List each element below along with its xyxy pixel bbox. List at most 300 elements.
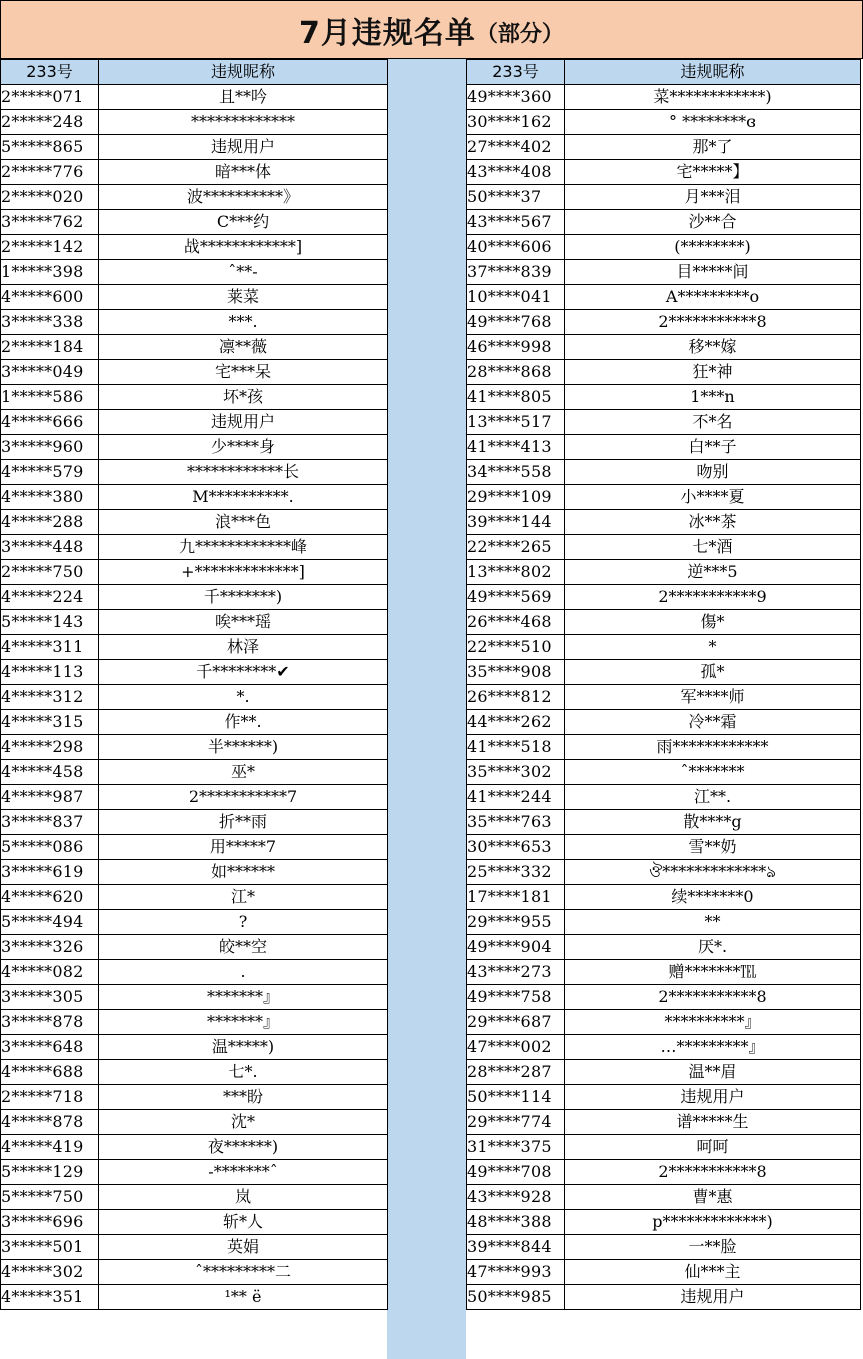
user-id-cell: 34****558	[467, 460, 565, 485]
nickname-cell: 2***********8	[565, 985, 861, 1010]
user-id-cell: 27****402	[467, 135, 565, 160]
user-id-cell: 40****606	[467, 235, 565, 260]
nickname-cell: A*********o	[565, 285, 861, 310]
nickname-cell: 用*****7	[99, 835, 388, 860]
header-id: 233号	[1, 60, 99, 85]
user-id-cell: 35****908	[467, 660, 565, 685]
user-id-cell: 5*****750	[1, 1185, 99, 1210]
table-row	[1, 535, 388, 560]
user-id-cell: 4*****298	[1, 735, 99, 760]
table-row	[1, 685, 388, 710]
table-row	[1, 1160, 388, 1185]
nickname-cell: 2***********9	[565, 585, 861, 610]
header-row	[467, 60, 861, 85]
user-id-cell: 28****287	[467, 1060, 565, 1085]
left-table	[0, 59, 388, 1310]
user-id-cell: 22****265	[467, 535, 565, 560]
table-row	[1, 835, 388, 860]
table-row	[1, 910, 388, 935]
page-title	[0, 0, 863, 59]
table-row	[467, 1260, 861, 1285]
user-id-cell: 5*****494	[1, 910, 99, 935]
table-row	[467, 235, 861, 260]
user-id-cell: 5*****143	[1, 610, 99, 635]
header-row	[1, 60, 388, 85]
nickname-cell: 坏*孩	[99, 385, 388, 410]
user-id-cell: 4*****380	[1, 485, 99, 510]
table-row	[1, 660, 388, 685]
user-id-cell: 4*****288	[1, 510, 99, 535]
table-row	[1, 860, 388, 885]
table-row	[467, 510, 861, 535]
table-row	[467, 710, 861, 735]
table-row	[467, 385, 861, 410]
table-row	[467, 435, 861, 460]
nickname-cell: 不*名	[565, 410, 861, 435]
nickname-cell: ***盼	[99, 1085, 388, 1110]
nickname-cell: 沙**合	[565, 210, 861, 235]
title-main: 7月违规名单	[299, 15, 476, 51]
nickname-cell: 波**********》	[99, 185, 388, 210]
user-id-cell: 50****114	[467, 1085, 565, 1110]
nickname-cell: ˆ*******	[565, 760, 861, 785]
user-id-cell: 2*****718	[1, 1085, 99, 1110]
column-divider	[387, 59, 466, 1359]
user-id-cell: 5*****865	[1, 135, 99, 160]
user-id-cell: 26****468	[467, 610, 565, 635]
table-row	[467, 360, 861, 385]
user-id-cell: 2*****071	[1, 85, 99, 110]
user-id-cell: 47****002	[467, 1035, 565, 1060]
nickname-cell: 作**.	[99, 710, 388, 735]
table-row	[1, 760, 388, 785]
nickname-cell: 月***泪	[565, 185, 861, 210]
table-row	[1, 1060, 388, 1085]
user-id-cell: 43****408	[467, 160, 565, 185]
nickname-cell: 唉***瑶	[99, 610, 388, 635]
user-id-cell: 49****904	[467, 935, 565, 960]
table-row	[1, 185, 388, 210]
user-id-cell: 2*****750	[1, 560, 99, 585]
nickname-cell: *******』	[99, 985, 388, 1010]
table-row	[1, 785, 388, 810]
nickname-cell: 千********✔	[99, 660, 388, 685]
nickname-cell: 英娟	[99, 1235, 388, 1260]
nickname-cell: 仙***主	[565, 1260, 861, 1285]
user-id-cell: 2*****248	[1, 110, 99, 135]
nickname-cell: 温*****)	[99, 1035, 388, 1060]
table-row	[467, 335, 861, 360]
nickname-cell: 违规用户	[99, 410, 388, 435]
user-id-cell: 3*****501	[1, 1235, 99, 1260]
table-row	[1, 610, 388, 635]
nickname-cell: 逆***5	[565, 560, 861, 585]
nickname-cell: **	[565, 910, 861, 935]
nickname-cell: ***.	[99, 310, 388, 335]
user-id-cell: 26****812	[467, 685, 565, 710]
user-id-cell: 30****162	[467, 110, 565, 135]
user-id-cell: 46****998	[467, 335, 565, 360]
table-row	[467, 635, 861, 660]
nickname-cell: 皎**空	[99, 935, 388, 960]
table-row	[467, 185, 861, 210]
nickname-cell: p*************)	[565, 1210, 861, 1235]
user-id-cell: 31****375	[467, 1135, 565, 1160]
table-row	[1, 1110, 388, 1135]
nickname-cell: ?	[99, 910, 388, 935]
user-id-cell: 4*****987	[1, 785, 99, 810]
title-sub: （部分）	[475, 22, 564, 47]
user-id-cell: 4*****315	[1, 710, 99, 735]
nickname-cell: ¹** ë	[99, 1285, 388, 1310]
table-row	[467, 910, 861, 935]
nickname-cell: 谱*****生	[565, 1110, 861, 1135]
nickname-cell: 战************]	[99, 235, 388, 260]
user-id-cell: 49****569	[467, 585, 565, 610]
nickname-cell: 一**脸	[565, 1235, 861, 1260]
table-row	[1, 560, 388, 585]
table-row	[1, 485, 388, 510]
user-id-cell: 43****273	[467, 960, 565, 985]
nickname-cell: 呵呵	[565, 1135, 861, 1160]
user-id-cell: 3*****326	[1, 935, 99, 960]
user-id-cell: 3*****960	[1, 435, 99, 460]
nickname-cell: ° ********ɞ	[565, 110, 861, 135]
table-row	[1, 1235, 388, 1260]
table-row	[467, 1110, 861, 1135]
right-table	[466, 59, 861, 1310]
nickname-cell: 违规用户	[99, 135, 388, 160]
table-row	[1, 710, 388, 735]
user-id-cell: 3*****049	[1, 360, 99, 385]
table-row	[1, 510, 388, 535]
nickname-cell: 夜******)	[99, 1135, 388, 1160]
table-row	[1, 435, 388, 460]
nickname-cell: *************	[99, 110, 388, 135]
user-id-cell: 3*****338	[1, 310, 99, 335]
nickname-cell: 且**吟	[99, 85, 388, 110]
table-row	[467, 610, 861, 635]
table-row	[467, 1285, 861, 1310]
nickname-cell: 沈*	[99, 1110, 388, 1135]
user-id-cell: 1*****398	[1, 260, 99, 285]
nickname-cell: 折**雨	[99, 810, 388, 835]
table-row	[467, 1210, 861, 1235]
user-id-cell: 41****413	[467, 435, 565, 460]
nickname-cell: …*********』	[565, 1035, 861, 1060]
user-id-cell: 48****388	[467, 1210, 565, 1235]
table-row	[467, 835, 861, 860]
table-row	[467, 660, 861, 685]
nickname-cell: 那*了	[565, 135, 861, 160]
nickname-cell: 七*.	[99, 1060, 388, 1085]
table-row	[1, 1035, 388, 1060]
user-id-cell: 29****109	[467, 485, 565, 510]
user-id-cell: 4*****351	[1, 1285, 99, 1310]
table-row	[1, 960, 388, 985]
nickname-cell: *	[565, 635, 861, 660]
table-row	[467, 285, 861, 310]
user-id-cell: 30****653	[467, 835, 565, 860]
nickname-cell: 岚	[99, 1185, 388, 1210]
nickname-cell: 巫*	[99, 760, 388, 785]
nickname-cell: **********』	[565, 1010, 861, 1035]
table-row	[467, 135, 861, 160]
table-row	[467, 85, 861, 110]
nickname-cell: ˆ*********二	[99, 1260, 388, 1285]
table-row	[467, 1060, 861, 1085]
table-row	[467, 310, 861, 335]
nickname-cell: ঔ*************ঌ	[565, 860, 861, 885]
table-row	[467, 1235, 861, 1260]
user-id-cell: 4*****419	[1, 1135, 99, 1160]
table-row	[467, 885, 861, 910]
user-id-cell: 4*****666	[1, 410, 99, 435]
nickname-cell: 续*******0	[565, 885, 861, 910]
user-id-cell: 3*****619	[1, 860, 99, 885]
nickname-cell: 冷**霜	[565, 710, 861, 735]
nickname-cell: 斩*人	[99, 1210, 388, 1235]
user-id-cell: 29****687	[467, 1010, 565, 1035]
table-row	[467, 810, 861, 835]
table-row	[1, 1210, 388, 1235]
table-row	[467, 560, 861, 585]
header-nickname: 违规昵称	[99, 60, 388, 85]
table-row	[1, 360, 388, 385]
user-id-cell: 4*****082	[1, 960, 99, 985]
table-row	[1, 1185, 388, 1210]
user-id-cell: 41****805	[467, 385, 565, 410]
table-row	[1, 885, 388, 910]
nickname-cell: 少****身	[99, 435, 388, 460]
table-row	[1, 110, 388, 135]
user-id-cell: 4*****302	[1, 1260, 99, 1285]
table-row	[467, 1010, 861, 1035]
table-row	[1, 635, 388, 660]
nickname-cell: 移**嫁	[565, 335, 861, 360]
user-id-cell: 4*****311	[1, 635, 99, 660]
nickname-cell: 七*酒	[565, 535, 861, 560]
table-row	[467, 535, 861, 560]
user-id-cell: 4*****620	[1, 885, 99, 910]
table-row	[1, 585, 388, 610]
table-row	[467, 785, 861, 810]
nickname-cell: 赠*******℡	[565, 960, 861, 985]
user-id-cell: 3*****696	[1, 1210, 99, 1235]
table-row	[467, 585, 861, 610]
nickname-cell: 违规用户	[565, 1285, 861, 1310]
nickname-cell: 厌*.	[565, 935, 861, 960]
user-id-cell: 28****868	[467, 360, 565, 385]
table-row	[467, 1085, 861, 1110]
nickname-cell: *.	[99, 685, 388, 710]
table-row	[1, 1285, 388, 1310]
nickname-cell: 宅***呆	[99, 360, 388, 385]
table-row	[1, 1260, 388, 1285]
nickname-cell: 温**眉	[565, 1060, 861, 1085]
table-row	[1, 810, 388, 835]
nickname-cell: ************长	[99, 460, 388, 485]
nickname-cell: (********)	[565, 235, 861, 260]
user-id-cell: 4*****458	[1, 760, 99, 785]
user-id-cell: 4*****878	[1, 1110, 99, 1135]
user-id-cell: 2*****020	[1, 185, 99, 210]
nickname-cell: 浪***色	[99, 510, 388, 535]
table-row	[1, 260, 388, 285]
user-id-cell: 3*****648	[1, 1035, 99, 1060]
table-row	[467, 1135, 861, 1160]
user-id-cell: 50****985	[467, 1285, 565, 1310]
table-row	[467, 735, 861, 760]
nickname-cell: 江**.	[565, 785, 861, 810]
user-id-cell: 17****181	[467, 885, 565, 910]
table-row	[1, 1010, 388, 1035]
user-id-cell: 25****332	[467, 860, 565, 885]
header-nickname: 违规昵称	[565, 60, 861, 85]
user-id-cell: 13****802	[467, 560, 565, 585]
nickname-cell: 2***********7	[99, 785, 388, 810]
table-row	[467, 410, 861, 435]
nickname-cell: 散****g	[565, 810, 861, 835]
user-id-cell: 4*****312	[1, 685, 99, 710]
nickname-cell: 江*	[99, 885, 388, 910]
user-id-cell: 29****774	[467, 1110, 565, 1135]
user-id-cell: 41****244	[467, 785, 565, 810]
nickname-cell: M**********.	[99, 485, 388, 510]
table-row	[1, 335, 388, 360]
user-id-cell: 3*****762	[1, 210, 99, 235]
table-row	[467, 760, 861, 785]
nickname-cell: 吻别	[565, 460, 861, 485]
nickname-cell: .	[99, 960, 388, 985]
table-row	[1, 1135, 388, 1160]
user-id-cell: 49****768	[467, 310, 565, 335]
user-id-cell: 29****955	[467, 910, 565, 935]
table-row	[1, 935, 388, 960]
user-id-cell: 3*****837	[1, 810, 99, 835]
user-id-cell: 2*****142	[1, 235, 99, 260]
user-id-cell: 3*****448	[1, 535, 99, 560]
table-row	[467, 1035, 861, 1060]
user-id-cell: 4*****688	[1, 1060, 99, 1085]
nickname-cell: 千*******)	[99, 585, 388, 610]
table-row	[467, 485, 861, 510]
nickname-cell: ˆ**-	[99, 260, 388, 285]
table-row	[467, 1185, 861, 1210]
table-row	[1, 235, 388, 260]
table-row	[1, 210, 388, 235]
nickname-cell: 菜************)	[565, 85, 861, 110]
user-id-cell: 49****360	[467, 85, 565, 110]
table-row	[1, 1085, 388, 1110]
nickname-cell: 傷*	[565, 610, 861, 635]
user-id-cell: 49****708	[467, 1160, 565, 1185]
table-row	[1, 135, 388, 160]
table-row	[467, 960, 861, 985]
nickname-cell: 暗***体	[99, 160, 388, 185]
user-id-cell: 4*****579	[1, 460, 99, 485]
nickname-cell: 小****夏	[565, 485, 861, 510]
user-id-cell: 2*****184	[1, 335, 99, 360]
table-row	[1, 310, 388, 335]
table-row	[467, 260, 861, 285]
user-id-cell: 44****262	[467, 710, 565, 735]
user-id-cell: 43****567	[467, 210, 565, 235]
table-row	[1, 985, 388, 1010]
user-id-cell: 5*****129	[1, 1160, 99, 1185]
user-id-cell: 2*****776	[1, 160, 99, 185]
nickname-cell: 孤*	[565, 660, 861, 685]
nickname-cell: 白**子	[565, 435, 861, 460]
table-row	[1, 85, 388, 110]
user-id-cell: 49****758	[467, 985, 565, 1010]
user-id-cell: 35****302	[467, 760, 565, 785]
table-row	[467, 685, 861, 710]
nickname-cell: 曹*惠	[565, 1185, 861, 1210]
table-row	[467, 1160, 861, 1185]
user-id-cell: 37****839	[467, 260, 565, 285]
table-row	[467, 110, 861, 135]
table-row	[1, 410, 388, 435]
nickname-cell: 2***********8	[565, 1160, 861, 1185]
nickname-cell: 1***n	[565, 385, 861, 410]
user-id-cell: 50****37	[467, 185, 565, 210]
table-row	[467, 460, 861, 485]
nickname-cell: 林泽	[99, 635, 388, 660]
nickname-cell: 狂*神	[565, 360, 861, 385]
user-id-cell: 3*****305	[1, 985, 99, 1010]
nickname-cell: 2***********8	[565, 310, 861, 335]
nickname-cell: 如******	[99, 860, 388, 885]
user-id-cell: 10****041	[467, 285, 565, 310]
user-id-cell: 43****928	[467, 1185, 565, 1210]
nickname-cell: 莱菜	[99, 285, 388, 310]
user-id-cell: 3*****878	[1, 1010, 99, 1035]
user-id-cell: 13****517	[467, 410, 565, 435]
user-id-cell: 5*****086	[1, 835, 99, 860]
header-id: 233号	[467, 60, 565, 85]
user-id-cell: 4*****600	[1, 285, 99, 310]
user-id-cell: 4*****224	[1, 585, 99, 610]
table-row	[467, 935, 861, 960]
nickname-cell: 违规用户	[565, 1085, 861, 1110]
nickname-cell: 军****师	[565, 685, 861, 710]
nickname-cell: 目*****间	[565, 260, 861, 285]
user-id-cell: 41****518	[467, 735, 565, 760]
table-row	[467, 985, 861, 1010]
table-row	[1, 160, 388, 185]
table-row	[467, 210, 861, 235]
user-id-cell: 35****763	[467, 810, 565, 835]
table-row	[467, 160, 861, 185]
nickname-cell: 雪**奶	[565, 835, 861, 860]
table-row	[1, 460, 388, 485]
nickname-cell: 雨************	[565, 735, 861, 760]
nickname-cell: 宅*****】	[565, 160, 861, 185]
user-id-cell: 22****510	[467, 635, 565, 660]
nickname-cell: +*************]	[99, 560, 388, 585]
nickname-cell: 半******)	[99, 735, 388, 760]
nickname-cell: 九************峰	[99, 535, 388, 560]
table-row	[1, 385, 388, 410]
nickname-cell: 冰**茶	[565, 510, 861, 535]
nickname-cell: -*******ˆ	[99, 1160, 388, 1185]
nickname-cell: 凛**薇	[99, 335, 388, 360]
user-id-cell: 47****993	[467, 1260, 565, 1285]
user-id-cell: 1*****586	[1, 385, 99, 410]
user-id-cell: 4*****113	[1, 660, 99, 685]
user-id-cell: 39****844	[467, 1235, 565, 1260]
